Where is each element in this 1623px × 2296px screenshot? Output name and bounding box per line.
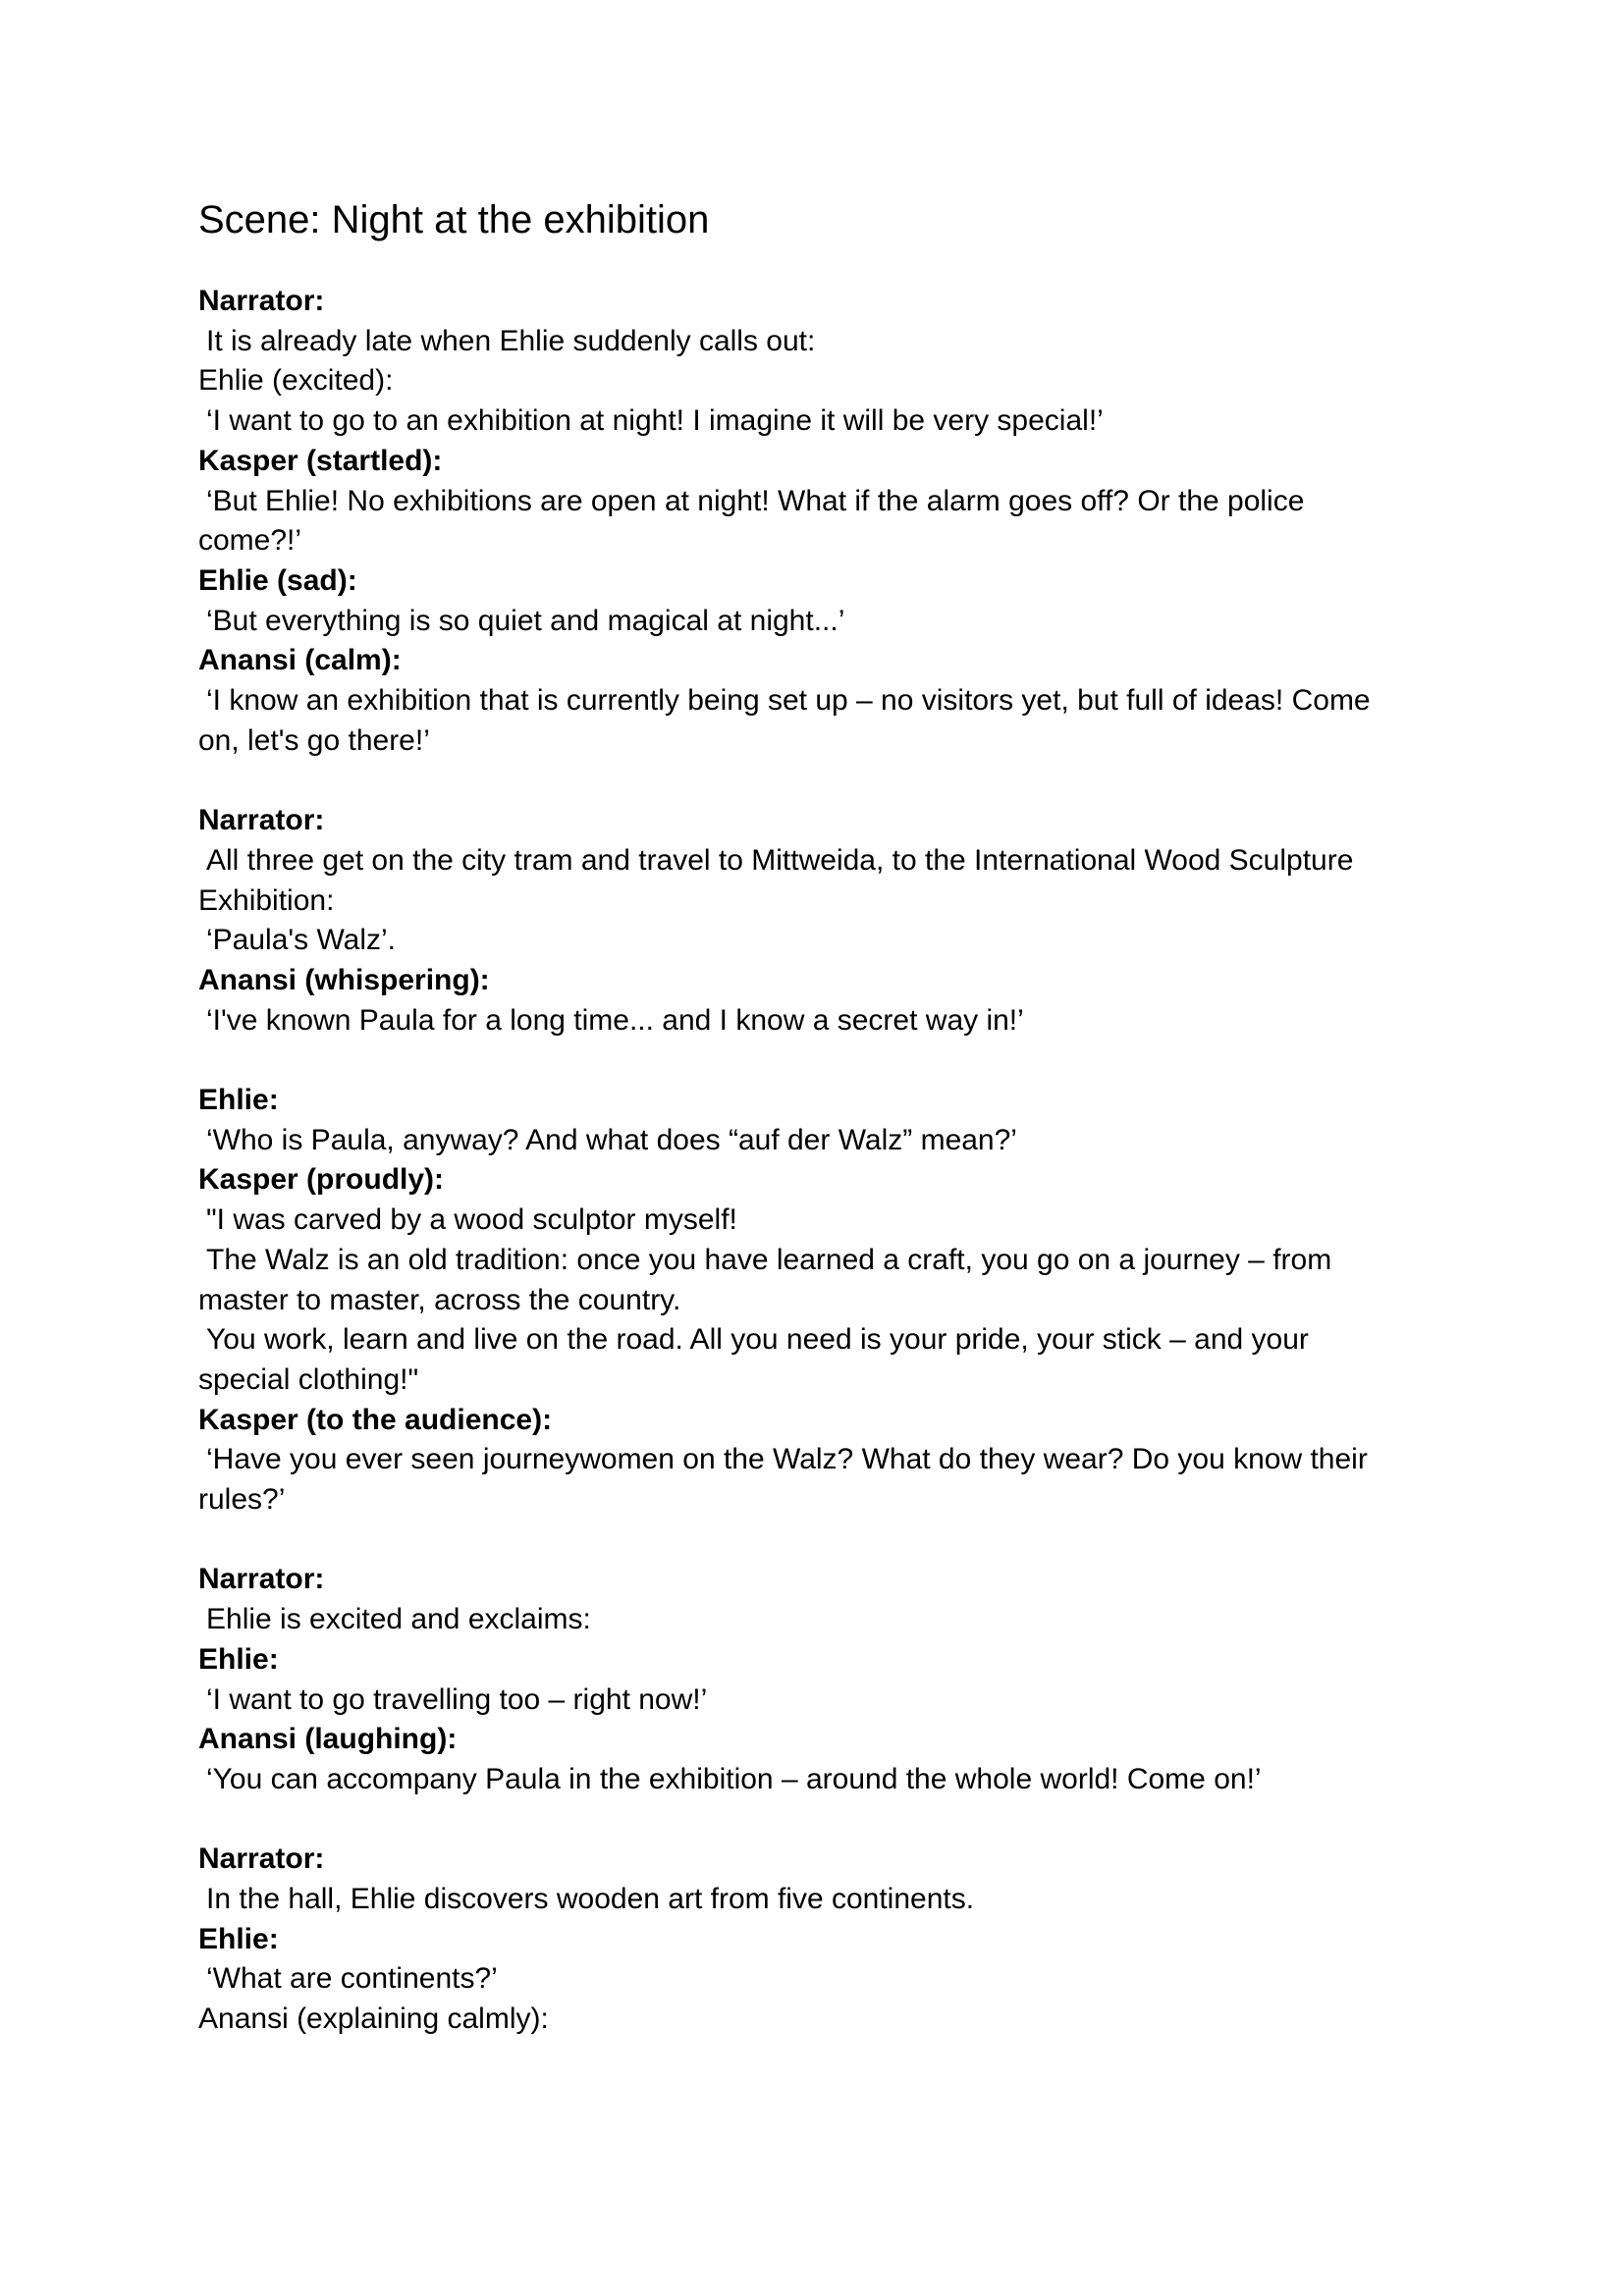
speaker-label: Narrator:	[198, 1842, 325, 1876]
scene-title: Scene: Night at the exhibition	[198, 198, 710, 241]
dialogue-line: ‘Have you ever seen journeywomen on the Walz? What do they wear? Do you know their	[206, 1443, 1368, 1476]
speaker-label: Ehlie (excited):	[198, 364, 394, 398]
script-body	[198, 282, 1435, 2040]
speaker-label: Ehlie:	[198, 1084, 279, 1117]
dialogue-line: rules?’	[198, 1483, 286, 1517]
dialogue-line: master to master, across the country.	[198, 1283, 681, 1316]
speaker-label: Kasper (proudly):	[198, 1163, 445, 1197]
dialogue-line: ‘I want to go to an exhibition at night! I imagine it will be very special!’	[206, 404, 1104, 438]
dialogue-line: ‘Paula's Walz’.	[206, 924, 397, 957]
speaker-label: Narrator:	[198, 804, 325, 837]
speaker-label: Anansi (explaining calmly):	[198, 2002, 549, 2036]
paragraph-gap	[198, 1800, 1435, 1841]
dialogue-line: "I was carved by a wood sculptor myself!	[206, 1203, 737, 1237]
speaker-label: Anansi (laughing):	[198, 1723, 458, 1756]
dialogue-line: ‘What are continents?’	[206, 1962, 498, 1996]
speaker-label: Narrator:	[198, 285, 325, 317]
paragraph-gap	[198, 761, 1435, 801]
dialogue-line: ‘I've known Paula for a long time... and I know a secret way in!’	[206, 1003, 1024, 1037]
dialogue-line: ‘I want to go travelling too – right now!’	[206, 1682, 708, 1716]
paragraph-gap	[198, 1521, 1435, 1561]
dialogue-line: on, let's go there!’	[198, 723, 430, 757]
speaker-label: Ehlie:	[198, 1922, 279, 1955]
document-page	[198, 192, 1435, 2040]
speaker-label: Anansi (whispering):	[198, 963, 490, 996]
dialogue-line: ‘I know an exhibition that is currently being set up – no visitors yet, but full of ideas! Come	[206, 684, 1371, 718]
dialogue-line: ‘But Ehlie! No exhibitions are open at night! What if the alarm goes off? Or the police	[206, 484, 1305, 517]
paragraph-gap	[198, 1041, 1435, 1081]
dialogue-line: ‘But everything is so quiet and magical at night...’	[206, 604, 845, 637]
dialogue-line: come?!’	[198, 524, 302, 558]
dialogue-line: Exhibition:	[198, 883, 335, 917]
speaker-label: Kasper (to the audience):	[198, 1403, 553, 1436]
dialogue-line: All three get on the city tram and travel to Mittweida, to the International Wood Sculpture	[206, 843, 1354, 877]
speaker-label: Ehlie (sad):	[198, 563, 357, 597]
speaker-label: Ehlie:	[198, 1642, 279, 1676]
dialogue-line: ‘Who is Paula, anyway? And what does “auf der Walz” mean?’	[206, 1123, 1017, 1156]
dialogue-line: special clothing!"	[198, 1362, 419, 1396]
dialogue-line: In the hall, Ehlie discovers wooden art from five continents.	[206, 1883, 975, 1916]
dialogue-line: The Walz is an old tradition: once you have learned a craft, you go on a journey – from	[206, 1243, 1332, 1276]
dialogue-line: It is already late when Ehlie suddenly calls out:	[206, 324, 816, 357]
dialogue-line: Ehlie is excited and exclaims:	[206, 1603, 591, 1636]
dialogue-line: ‘You can accompany Paula in the exhibition – around the whole world! Come on!’	[206, 1762, 1262, 1795]
dialogue-line: You work, learn and live on the road. All you need is your pride, your stick – and your	[206, 1323, 1309, 1357]
speaker-label: Kasper (startled):	[198, 444, 443, 477]
speaker-label: Narrator:	[198, 1563, 325, 1596]
speaker-label: Anansi (calm):	[198, 644, 402, 677]
